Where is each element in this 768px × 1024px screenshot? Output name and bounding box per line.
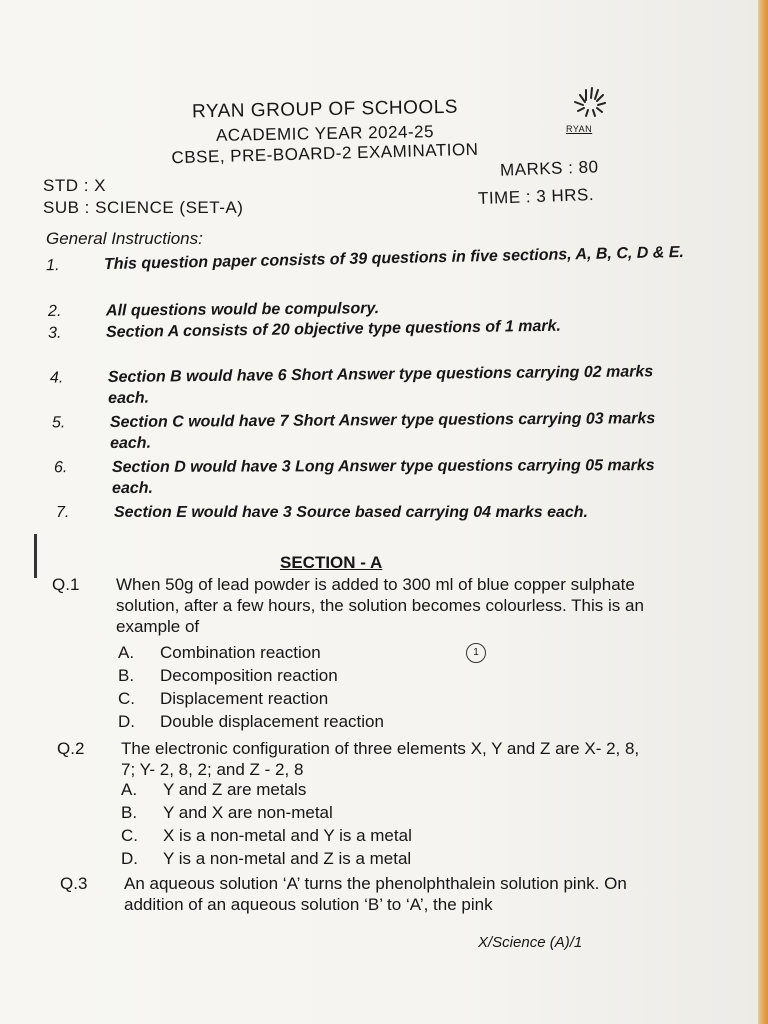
logo-text: RYAN <box>566 124 593 134</box>
option-label: A. <box>121 780 138 799</box>
margin-mark <box>34 534 37 578</box>
question-text: The electronic configuration of three elements X, Y and Z are X- 2, 8, 7; Y- 2, 8, 2; and Z - 2, 8 <box>121 739 640 779</box>
exam-name: CBSE, PRE-BOARD-2 EXAMINATION <box>171 139 479 168</box>
page-footer: X/Science (A)/1 <box>478 934 583 951</box>
option-text: Double displacement reaction <box>160 712 384 731</box>
question-number: Q.3 <box>60 874 88 893</box>
option-text: X is a non-metal and Y is a metal <box>163 826 412 845</box>
instruction-number: 5. <box>51 414 66 432</box>
instruction-item <box>49 361 688 409</box>
option-d <box>118 712 384 732</box>
option-label: B. <box>121 803 138 822</box>
instruction-number: 6. <box>53 459 68 477</box>
instruction-text: Section B would have 6 Short Answer type questions carrying 02 marks each. <box>107 363 654 408</box>
instruction-number: 3. <box>47 324 62 342</box>
option-label: C. <box>121 826 138 845</box>
option-c <box>118 689 329 709</box>
marks-label: MARKS : 80 <box>499 157 599 180</box>
handwritten-mark: 1 <box>466 643 486 663</box>
school-logo-icon <box>560 86 624 146</box>
option-label: B. <box>118 666 135 685</box>
instruction-text: All questions would be compulsory. <box>105 300 380 320</box>
option-a <box>118 643 321 663</box>
instruction-item <box>56 502 694 523</box>
section-a-title: SECTION - A <box>280 553 383 572</box>
instructions-title: General Instructions: <box>46 229 203 248</box>
paper-edge <box>758 0 768 1024</box>
question-number: Q.2 <box>57 739 85 758</box>
option-text: Decomposition reaction <box>160 666 338 685</box>
option-text: Y and X are non-metal <box>163 803 333 822</box>
option-d <box>121 849 412 869</box>
option-label: C. <box>118 689 135 708</box>
option-text: Displacement reaction <box>160 689 329 708</box>
instruction-number: 2. <box>47 302 62 321</box>
instruction-text: This question paper consists of 39 questions in five sections, A, B, C, D & E. <box>103 243 685 274</box>
option-c <box>121 826 412 846</box>
instruction-item <box>51 408 690 454</box>
standard-label: STD : X <box>43 176 107 195</box>
instruction-number: 4. <box>49 369 64 387</box>
instruction-number: 7. <box>56 504 70 521</box>
option-label: D. <box>121 849 138 868</box>
subject-label: SUB : SCIENCE (SET-A) <box>43 198 244 217</box>
instruction-text: Section C would have 7 Short Answer type questions carrying 03 marks each. <box>109 410 656 453</box>
option-label: D. <box>118 712 135 731</box>
school-name: RYAN GROUP OF SCHOOLS <box>191 96 459 123</box>
question-text: An aqueous solution ‘A’ turns the phenolphthalein solution pink. On addition of an aqueous solution ‘B’ to ‘A’, the pink <box>124 874 627 914</box>
question-text: When 50g of lead powder is added to 300 ml of blue copper sulphate solution, after a few hours, the solution becomes colourless. This is an example of <box>116 575 644 636</box>
instruction-text: Section E would have 3 Source based carrying 04 marks each. <box>114 504 588 521</box>
option-label: A. <box>118 643 135 662</box>
instruction-text: Section A consists of 20 objective type questions of 1 mark. <box>105 317 562 342</box>
instruction-number: 1. <box>45 257 60 275</box>
question-number: Q.1 <box>52 575 80 594</box>
option-text: Combination reaction <box>160 643 321 662</box>
academic-year: ACADEMIC YEAR 2024-25 <box>215 122 435 145</box>
option-a <box>121 780 307 800</box>
option-text: Y is a non-metal and Z is a metal <box>163 849 412 868</box>
time-label: TIME : 3 HRS. <box>477 184 595 209</box>
question-2 <box>57 738 651 780</box>
option-b <box>118 666 338 686</box>
question-3 <box>60 873 654 915</box>
instruction-text: Section D would have 3 Long Answer type questions carrying 05 marks each. <box>111 457 655 498</box>
instruction-item <box>53 455 692 499</box>
question-1 <box>52 574 646 637</box>
option-b <box>121 803 333 823</box>
option-text: Y and Z are metals <box>163 780 307 799</box>
